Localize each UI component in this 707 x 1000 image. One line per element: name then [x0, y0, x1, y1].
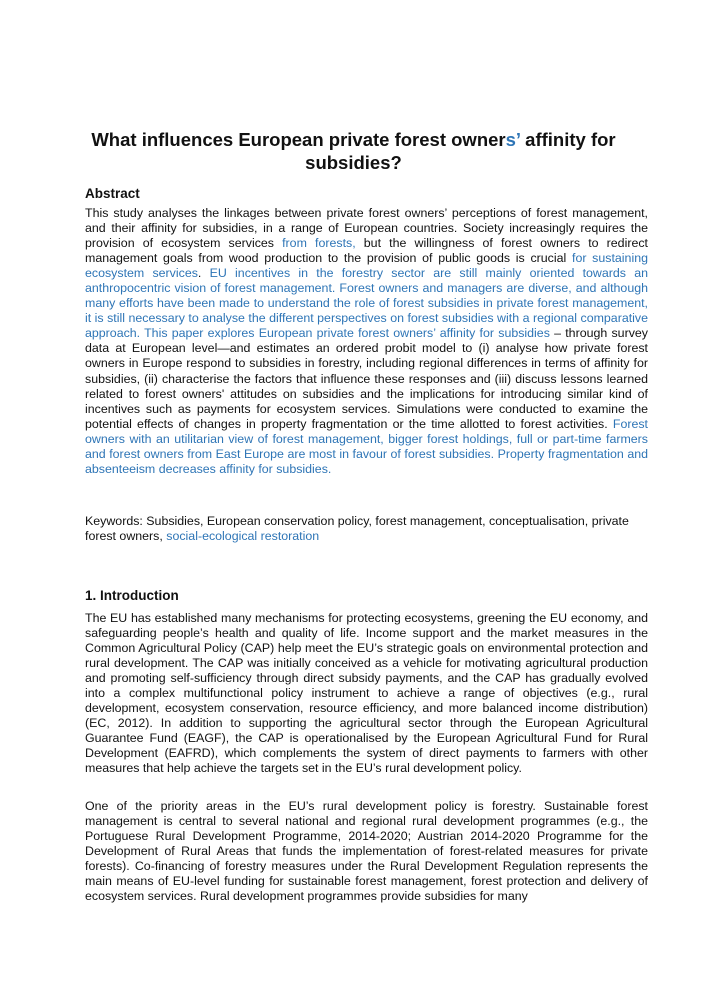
title-part-2: s’ — [505, 129, 521, 150]
keywords-text: Keywords: Subsidies, European conservation policy, forest management, conceptualisation, private forest owners, — [85, 514, 629, 544]
introduction-heading: 1. Introduction — [85, 588, 179, 603]
introduction-paragraph-2: One of the priority areas in the EU’s rural development policy is forestry. Sustainable forest management is central to several national and regional rural development programmes (e.g., the Portuguese Rural Development Programme, 2014-2020; Austrian 2014-2020 Programme for the Development of Rural Areas that funds the implementation of forest-related measures for private forests). Co-financing of forestry measures under the Rural Development Regulation represents the main means of EU-level funding for sustainable forest management, forest protection and delivery of ecosystem services. Rural development programmes provide subsidies for many — [85, 799, 648, 904]
abstract-paragraph — [85, 206, 648, 477]
abstract-s6: EU incentives in the forestry sector are still mainly oriented towards an anthropocentric vision of forest management. Forest owners and managers are diverse, and although many efforts have been made to understand the role of forest subsidies in private forest management, it is still necessary to analyse the different perspectives on forest subsidies with a regional comparative approach. This paper explores European private forest owners’ affinity for subsidies — [85, 266, 648, 341]
title-part-1: What influences European private forest owner — [91, 129, 506, 150]
abstract-s7: – through survey data at European level—and estimates an ordered probit model to (i) analyse how private forest owners in Europe respond to subsidies in forestry, including regional differences in terms of affinity for subsidies, (ii) characterise the factors that influence these responses and (iii) discuss lessons learned related to forest owners' attitudes on subsidies and the implications for introducing similar kind of incentives such as payments for ecosystem services. Simulations were conducted to examine the potential effects of changes in property fragmentation or the time allotted to forest activities. — [85, 326, 648, 431]
paper-title — [70, 128, 637, 174]
title-part-3: affinity for subsidies? — [305, 129, 616, 173]
keywords-line — [85, 514, 648, 544]
abstract-s5: . — [197, 266, 210, 281]
abstract-s3: but the willingness of forest owners to redirect management goals from wood production to the provision of public goods is crucial — [85, 236, 648, 266]
introduction-paragraph-1: The EU has established many mechanisms for protecting ecosystems, greening the EU economy, and safeguarding people’s health and quality of life. Income support and the market measures in the Common Agricultural Policy (CAP) help meet the EU’s strategic goals on environmental protection and rural development. The CAP was initially conceived as a vehicle for motivating agricultural production and promoting self-sufficiency through direct subsidy payments, and the CAP has gradually evolved into a complex multifunctional policy instrument to achieve a range of objectives (e.g., rural development, ecosystem conservation, resource efficiency, and more balanced income distribution) (EC, 2012). In addition to supporting the agricultural sector through the European Agricultural Guarantee Fund (EAGF), the CAP is operationalised by the European Agricultural Fund for Rural Development (EAFRD), which complements the system of direct payments to farmers with other measures that help achieve the targets set in the EU’s rural development policy. — [85, 611, 648, 776]
abstract-s1: This study analyses the linkages between private forest owners’ perceptions of forest management, and their affinity for subsidies, in a range of European countries. Society increasingly requires the provision of ecosystem services — [85, 206, 648, 251]
abstract-s8: Forest owners with an utilitarian view of forest management, bigger forest holdings, full or part-time farmers and forest owners from East Europe are most in favour of forest subsidies. Property fragmentation and absenteeism decreases affinity for subsidies. — [85, 416, 648, 476]
abstract-s4: for sustaining ecosystem services — [85, 251, 648, 281]
abstract-heading: Abstract — [85, 186, 140, 201]
keywords-highlight: social-ecological restoration — [166, 529, 320, 544]
abstract-s2: from forests, — [282, 236, 356, 251]
